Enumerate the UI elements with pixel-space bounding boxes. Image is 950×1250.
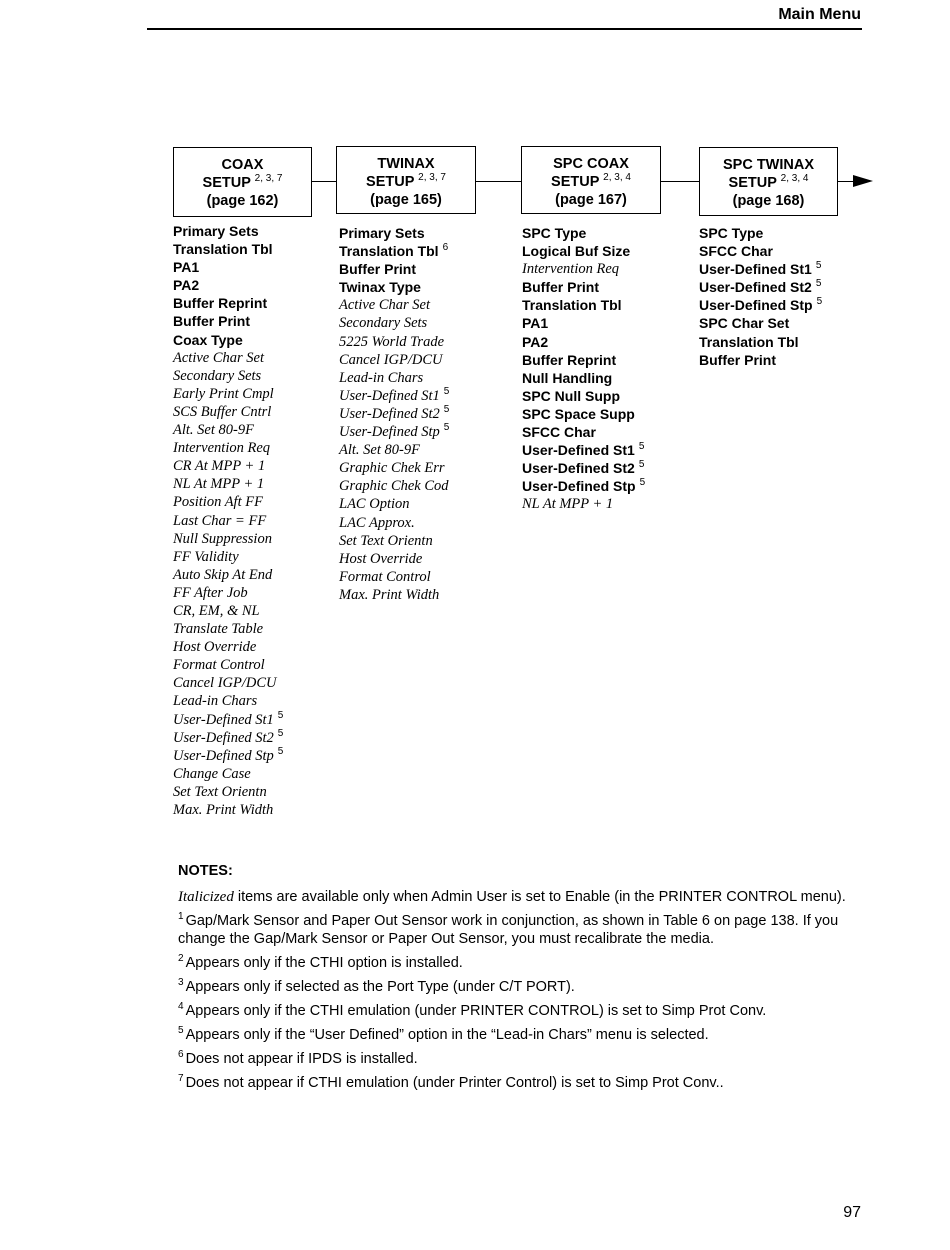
menu-item: Buffer Print (699, 351, 776, 368)
menu-item: Cancel IGP/DCU (339, 351, 443, 368)
header-rule (147, 28, 862, 30)
menu-item: SPC Space Supp (522, 405, 635, 422)
menu-item: Host Override (339, 550, 423, 567)
menu-item: SPC Type (522, 225, 587, 241)
menu-item: Alt. Set 80-9F (339, 442, 420, 459)
menu-item: Alt. Set 80-9F (173, 422, 254, 439)
menu-item: Early Print Cmpl (173, 385, 274, 402)
menu-item: Lead-in Chars (173, 693, 258, 710)
menu-item: User-Defined Stp $^5$ (339, 422, 450, 441)
menu-item: SPC Null Supp (522, 387, 620, 404)
menu-item: User-Defined St2 $^5$ (339, 403, 450, 422)
box-page-ref: (page 165) (370, 192, 442, 208)
menu-item: PA2 (173, 277, 200, 294)
spc-coax-menu-list (522, 224, 645, 514)
box-subtitle: SETUP $^{2, 3, 7}$ (202, 173, 283, 191)
box-title: SPC COAX (553, 156, 629, 172)
menu-item: Last Char = FF (173, 512, 267, 529)
note-item: $^5$ Appears only if the “User Defined” option in the “Lead-in Chars” menu is selected. (178, 1025, 709, 1043)
menu-item: Translation Tbl (173, 241, 273, 258)
menu-item: User-Defined St2 $^5$ (173, 727, 284, 746)
note-item: $^7$ Does not appear if CTHI emulation (under Printer Control) is set to Simp Prot Conv.. (178, 1073, 724, 1091)
menu-item: Graphic Chek Err (339, 460, 445, 477)
menu-item: Logical Buf Size (522, 243, 631, 260)
footnote-ref: 5 (277, 709, 284, 721)
menu-item: Intervention Req (173, 440, 271, 457)
footnote-ref: 5 (815, 260, 822, 272)
footnote-ref: 6 (442, 242, 449, 254)
menu-item: FF After Job (173, 584, 248, 601)
footnote-ref: 5 (443, 385, 450, 397)
footnote-ref: 5 (277, 745, 284, 757)
menu-item: LAC Approx. (339, 514, 415, 531)
note-item: $^2$ Appears only if the CTHI option is installed. (178, 953, 463, 971)
menu-item: Format Control (339, 568, 431, 585)
menu-item: User-Defined Stp $^5$ (522, 477, 646, 495)
menu-item: PA1 (173, 259, 200, 276)
menu-item: Primary Sets (173, 223, 259, 239)
menu-item: Max. Print Width (339, 586, 440, 603)
menu-item: PA2 (522, 333, 549, 350)
notes-section (178, 862, 868, 1098)
menu-item: NL At MPP + 1 (173, 476, 265, 493)
menu-item: Change Case (173, 765, 251, 782)
menu-item: Translate Table (173, 621, 264, 638)
menu-item: User-Defined Stp $^5$ (173, 745, 284, 764)
menu-item: Host Override (173, 639, 257, 656)
menu-item: Buffer Print (522, 279, 599, 296)
spc-twinax-menu-list (699, 224, 822, 369)
menu-item: NL At MPP + 1 (522, 496, 614, 513)
menu-item: Buffer Reprint (173, 295, 268, 312)
menu-item: Format Control (173, 657, 265, 674)
spc-twinax-setup-box (699, 147, 838, 216)
coax-setup-box (173, 147, 312, 217)
menu-item: Secondary Sets (173, 367, 262, 384)
menu-item: Null Suppression (173, 530, 272, 547)
menu-item: SCS Buffer Cntrl (173, 403, 272, 420)
box-page-ref: (page 168) (732, 193, 805, 209)
menu-item: SPC Type (699, 225, 764, 241)
menu-item: Primary Sets (339, 225, 425, 241)
spc-coax-setup-box (521, 146, 661, 214)
menu-item: Coax Type (173, 331, 243, 348)
box-subtitle: SETUP $^{2, 3, 4}$ (728, 173, 809, 191)
footnote-ref: 5 (639, 477, 646, 489)
coax-menu-list (173, 222, 283, 819)
footnote-ref: 5 (816, 296, 823, 308)
connector-line (476, 181, 521, 182)
menu-item: PA1 (522, 315, 549, 332)
menu-item: CR At MPP + 1 (173, 458, 266, 475)
menu-item: User-Defined St1 $^5$ (339, 385, 450, 404)
menu-item: Max. Print Width (173, 802, 274, 818)
menu-item: Cancel IGP/DCU (173, 675, 277, 692)
menu-item: Twinax Type (339, 279, 421, 296)
footnote-ref: 5 (443, 403, 450, 415)
menu-item: User-Defined St1 $^5$ (522, 441, 645, 459)
menu-item: Buffer Print (173, 313, 250, 330)
menu-item: SPC Char Set (699, 315, 790, 332)
menu-item: Active Char Set (173, 349, 265, 366)
box-page-ref: (page 167) (555, 192, 627, 208)
menu-item: Secondary Sets (339, 315, 428, 332)
menu-item: User-Defined St2 $^5$ (699, 278, 822, 296)
menu-item: Active Char Set (339, 297, 431, 314)
footnote-ref: 5 (815, 278, 822, 290)
menu-item: Buffer Print (339, 261, 416, 278)
menu-item: Set Text Orientn (173, 783, 267, 800)
menu-item: Graphic Chek Cod (339, 478, 449, 495)
menu-item: 5225 World Trade (339, 333, 445, 350)
footnote-ref: 5 (277, 727, 284, 739)
menu-item: LAC Option (339, 496, 410, 513)
menu-item: Position Aft FF (173, 494, 263, 511)
box-subtitle: SETUP $^{2, 3, 7}$ (366, 172, 446, 190)
notes-list (178, 912, 868, 1092)
menu-item: Lead-in Chars (339, 369, 424, 386)
box-title: SPC TWINAX (722, 157, 815, 173)
footnote-ref: 5 (638, 459, 645, 471)
box-title: COAX (221, 157, 264, 173)
notes-heading: NOTES: (178, 863, 233, 879)
twinax-setup-box (336, 146, 476, 214)
connector-line (661, 181, 699, 182)
connector-line (312, 181, 336, 182)
menu-item: Translation Tbl (522, 297, 622, 314)
note-item: $^4$ Appears only if the CTHI emulation (under PRINTER CONTROL) is set to Simp Prot Conv. (178, 1001, 767, 1019)
footnote-ref: 5 (638, 441, 645, 453)
note-item: $^6$ Does not appear if IPDS is installed. (178, 1049, 418, 1067)
header-title: Main Menu (778, 6, 861, 23)
menu-item: Intervention Req (522, 261, 620, 278)
menu-item: SFCC Char (522, 424, 596, 441)
footnote-ref: 5 (443, 422, 450, 434)
menu-item: User-Defined St2 $^5$ (522, 459, 645, 477)
menu-item: User-Defined St1 $^5$ (173, 709, 284, 728)
box-title: TWINAX (377, 156, 435, 172)
box-page-ref: (page 162) (206, 193, 279, 209)
note-item: $^3$ Appears only if selected as the Port Type (under C/T PORT). (178, 977, 575, 995)
page-number: 97 (843, 1204, 861, 1221)
box-subtitle: SETUP $^{2, 3, 4}$ (551, 172, 631, 190)
menu-item: User-Defined Stp $^5$ (699, 296, 823, 314)
menu-item: SFCC Char (699, 243, 773, 260)
menu-item: Translation Tbl $^6$ (339, 242, 449, 260)
menu-item: Null Handling (522, 369, 613, 386)
menu-item: FF Validity (173, 548, 239, 565)
menu-item: CR, EM, & NL (173, 602, 260, 619)
menu-item: Set Text Orientn (339, 532, 433, 549)
note-item: $^1$ Gap/Mark Sensor and Paper Out Sensor work in conjunction, as shown in Table 6 on page 138. If you change the Gap/Mark Sensor or Paper Out Sensor, you must recalibrate the media. (178, 911, 839, 947)
menu-item: User-Defined St1 $^5$ (699, 260, 822, 278)
menu-item: Buffer Reprint (522, 351, 617, 368)
twinax-menu-list (339, 224, 449, 604)
note-italic: Italicized items are available only when Admin User is set to Enable (in the PRINTER CONTROL menu). (178, 889, 846, 905)
menu-item: Auto Skip At End (173, 566, 273, 583)
menu-item: Translation Tbl (699, 333, 799, 350)
arrow-right-icon (853, 175, 873, 187)
